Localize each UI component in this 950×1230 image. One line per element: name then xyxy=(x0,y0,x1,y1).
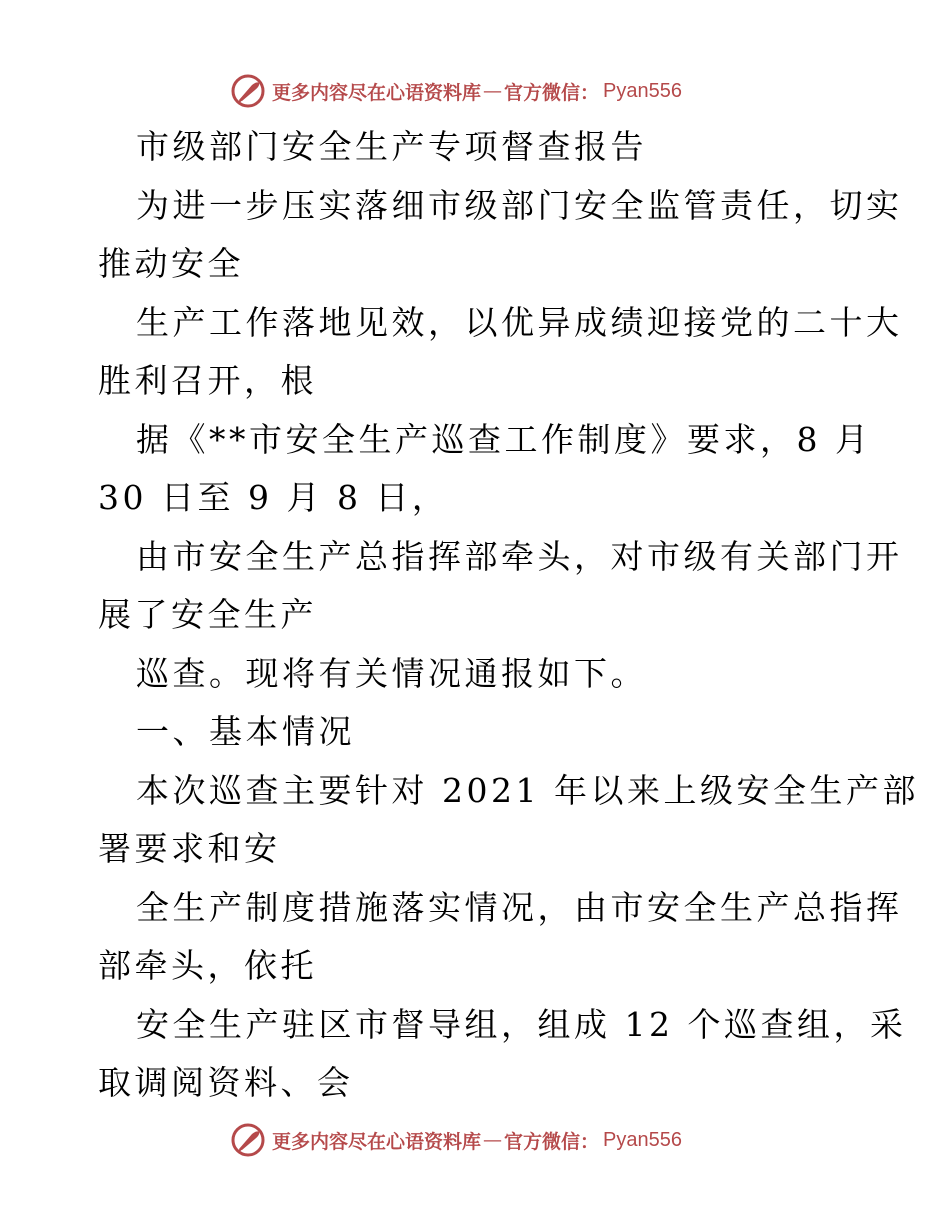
paragraph-line: 由市安全生产总指挥部牵头，对市级有关部门开 xyxy=(136,536,903,576)
quill-pen-logo-icon xyxy=(230,73,266,109)
footer-watermark xyxy=(230,1120,682,1160)
paragraph-line: 部牵头，依托 xyxy=(98,946,317,985)
paragraph-line: 本次巡查主要针对 2021 年以来上级安全生产部 xyxy=(136,770,919,810)
paragraph-line: 胜利召开，根 xyxy=(98,361,317,400)
watermark-handle: Pyan556 xyxy=(603,79,682,102)
paragraph-line: 取调阅资料、会 xyxy=(98,1063,354,1102)
watermark-label: 官方微信： xyxy=(504,1130,600,1153)
paragraph-line: 署要求和安 xyxy=(98,829,281,868)
paragraph-line: 据《**市安全生产巡查工作制度》要求，8 月 xyxy=(136,419,872,459)
paragraph-line: 推动安全 xyxy=(98,244,244,283)
paragraph-line: 巡查。现将有关情况通报如下。 xyxy=(136,653,647,693)
watermark-separator: — xyxy=(483,1129,503,1151)
watermark-handle: Pyan556 xyxy=(603,1128,682,1151)
document-body xyxy=(98,118,919,1113)
paragraph-line: 生产工作落地见效，以优异成绩迎接党的二十大 xyxy=(136,302,903,342)
watermark-text: 更多内容尽在心语资料库 xyxy=(272,81,482,104)
paragraph-line: 为进一步压实落细市级部门安全监管责任，切实 xyxy=(136,185,903,225)
document-title: 市级部门安全生产专项督查报告 xyxy=(136,127,647,166)
header-watermark xyxy=(230,71,682,111)
quill-pen-logo-icon xyxy=(230,1122,266,1158)
watermark-label: 官方微信： xyxy=(504,81,600,104)
watermark-separator: — xyxy=(483,80,503,102)
paragraph-line: 30 日至 9 月 8 日， xyxy=(98,478,449,517)
paragraph-line: 展了安全生产 xyxy=(98,595,317,634)
paragraph-line: 安全生产驻区市督导组，组成 12 个巡查组，采 xyxy=(136,1004,907,1044)
watermark-text: 更多内容尽在心语资料库 xyxy=(272,1130,482,1153)
paragraph-line: 全生产制度措施落实情况，由市安全生产总指挥 xyxy=(136,887,903,927)
section-heading: 一、基本情况 xyxy=(136,712,355,751)
